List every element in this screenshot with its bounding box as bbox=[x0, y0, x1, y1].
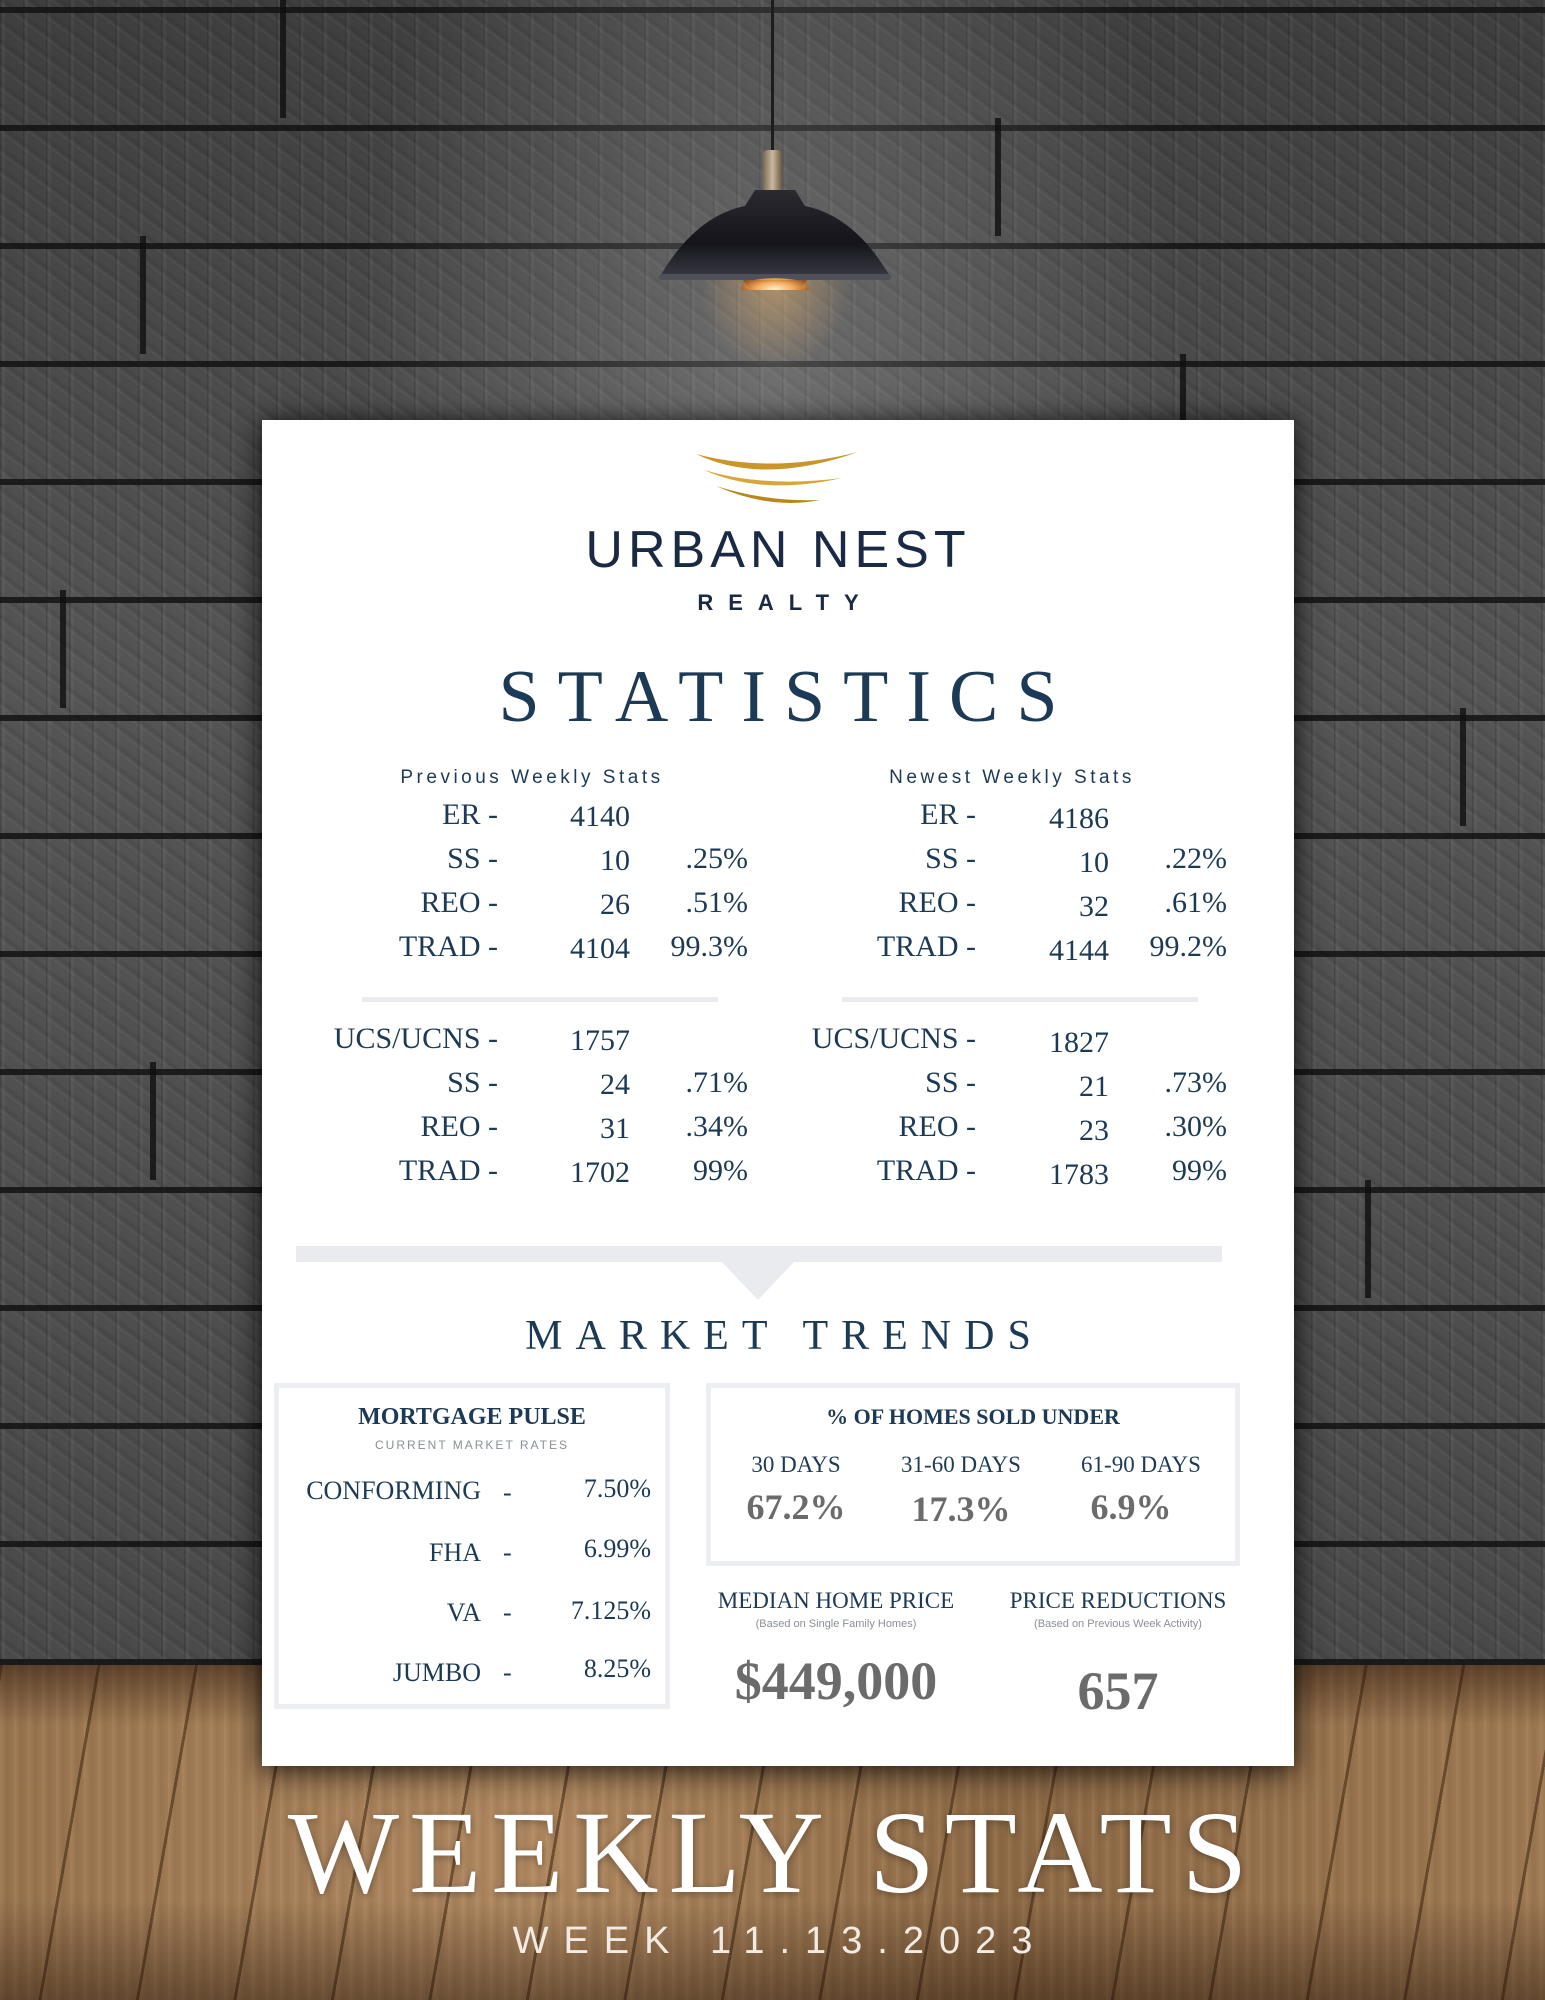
stat-label: UCS/UCNS - bbox=[811, 1022, 976, 1055]
stat-label: TRAD - bbox=[876, 930, 976, 963]
stat-label: REO - bbox=[420, 886, 498, 919]
stat-count: 10 bbox=[600, 844, 630, 877]
brand-subtitle: REALTY bbox=[697, 590, 874, 615]
rate-dash: - bbox=[503, 1598, 512, 1627]
week-date: WEEK 11.13.2023 bbox=[512, 1920, 1048, 1962]
stone-seam bbox=[1460, 708, 1466, 826]
rate-label: CONFORMING bbox=[306, 1476, 481, 1505]
median-home-price-label: MEDIAN HOME PRICE bbox=[717, 1588, 955, 1613]
brand-swoosh-logo-icon bbox=[692, 440, 862, 512]
stat-percent: .73% bbox=[1164, 1066, 1227, 1099]
stat-count: 32 bbox=[1079, 890, 1109, 923]
stat-percent: .61% bbox=[1164, 886, 1227, 919]
mortgage-pulse-subtitle: CURRENT MARKET RATES bbox=[374, 1438, 570, 1452]
stat-count: 21 bbox=[1079, 1070, 1109, 1103]
rate-value: 8.25% bbox=[583, 1654, 651, 1683]
previous-stats-heading: Previous Weekly Stats bbox=[400, 767, 664, 788]
rate-dash: - bbox=[503, 1658, 512, 1687]
mortgage-pulse-title: MORTGAGE PULSE bbox=[358, 1404, 586, 1430]
rate-dash: - bbox=[503, 1478, 512, 1507]
stat-label: TRAD - bbox=[398, 930, 498, 963]
mortgage-pulse-box bbox=[274, 1383, 670, 1709]
stat-label: ER - bbox=[442, 798, 498, 831]
statistics-title: STATISTICS bbox=[498, 656, 1076, 738]
stat-label: REO - bbox=[898, 1110, 976, 1143]
stat-percent: .71% bbox=[685, 1066, 748, 1099]
weekly-stats-title: WEEKLY STATS bbox=[287, 1787, 1258, 1918]
stat-percent: 99% bbox=[1172, 1154, 1227, 1187]
newest-stats-heading: Newest Weekly Stats bbox=[889, 767, 1135, 788]
stat-label: UCS/UCNS - bbox=[333, 1022, 498, 1055]
stat-count: 26 bbox=[600, 888, 630, 921]
brand-name: URBAN NEST bbox=[585, 521, 971, 579]
period-label: 61-90 DAYS bbox=[1081, 1452, 1201, 1477]
stone-seam bbox=[140, 236, 146, 354]
homes-sold-under-box bbox=[706, 1383, 1240, 1566]
market-trends-title: MARKET TRENDS bbox=[525, 1313, 1044, 1359]
stat-count: 4144 bbox=[1049, 934, 1109, 967]
stone-seam bbox=[280, 0, 286, 118]
stone-seam bbox=[995, 118, 1001, 236]
rate-value: 7.125% bbox=[570, 1596, 651, 1625]
homes-sold-under-title: % OF HOMES SOLD UNDER bbox=[826, 1404, 1120, 1429]
stat-percent: .30% bbox=[1164, 1110, 1227, 1143]
stat-label: REO - bbox=[898, 886, 976, 919]
rate-label: FHA bbox=[428, 1538, 481, 1567]
stat-percent: .34% bbox=[685, 1110, 748, 1143]
period-value: 17.3% bbox=[911, 1489, 1011, 1529]
rate-dash: - bbox=[503, 1538, 512, 1567]
stat-percent: 99.2% bbox=[1149, 930, 1227, 963]
stat-count: 4104 bbox=[570, 932, 630, 965]
stat-label: TRAD - bbox=[398, 1154, 498, 1187]
stat-label: REO - bbox=[420, 1110, 498, 1143]
stat-count: 31 bbox=[600, 1112, 630, 1145]
stat-label: SS - bbox=[447, 1066, 498, 1099]
band-notch bbox=[722, 1262, 794, 1300]
stat-percent: .51% bbox=[685, 886, 748, 919]
rate-label: VA bbox=[446, 1598, 481, 1627]
stat-count: 1827 bbox=[1049, 1026, 1109, 1059]
period-value: 67.2% bbox=[746, 1487, 846, 1527]
price-reductions-label: PRICE REDUCTIONS bbox=[1009, 1588, 1227, 1613]
stat-count: 10 bbox=[1079, 846, 1109, 879]
median-home-price-value: $449,000 bbox=[734, 1651, 938, 1711]
stat-count: 4186 bbox=[1049, 802, 1109, 835]
stat-label: ER - bbox=[920, 798, 976, 831]
stat-count: 1757 bbox=[570, 1024, 630, 1057]
stat-count: 1783 bbox=[1049, 1158, 1109, 1191]
stat-label: TRAD - bbox=[876, 1154, 976, 1187]
price-reductions-value: 657 bbox=[1077, 1661, 1159, 1721]
stone-seam bbox=[60, 590, 66, 708]
section-band bbox=[296, 1246, 1222, 1262]
stat-label: SS - bbox=[925, 1066, 976, 1099]
stone-seam bbox=[150, 1062, 156, 1180]
stat-count: 24 bbox=[600, 1068, 630, 1101]
lamp-cord bbox=[771, 0, 774, 165]
rate-value: 6.99% bbox=[583, 1534, 651, 1563]
median-home-price-note: (Based on Single Family Homes) bbox=[755, 1618, 917, 1630]
section-divider bbox=[842, 997, 1198, 1002]
stat-count: 1702 bbox=[570, 1156, 630, 1189]
stat-label: SS - bbox=[447, 842, 498, 875]
period-value: 6.9% bbox=[1090, 1487, 1172, 1527]
stat-label: SS - bbox=[925, 842, 976, 875]
rate-label: JUMBO bbox=[392, 1658, 481, 1687]
section-divider bbox=[362, 997, 718, 1002]
rate-value: 7.50% bbox=[583, 1474, 651, 1503]
stat-percent: 99% bbox=[693, 1154, 748, 1187]
stat-count: 4140 bbox=[570, 800, 630, 833]
pendant-lamp-icon bbox=[655, 186, 895, 290]
stat-percent: .22% bbox=[1164, 842, 1227, 875]
stats-poster bbox=[262, 420, 1294, 1766]
stat-count: 23 bbox=[1079, 1114, 1109, 1147]
stat-percent: .25% bbox=[685, 842, 748, 875]
price-reductions-note: (Based on Previous Week Activity) bbox=[1034, 1618, 1202, 1630]
period-label: 30 DAYS bbox=[751, 1452, 841, 1477]
stat-percent: 99.3% bbox=[670, 930, 748, 963]
period-label: 31-60 DAYS bbox=[901, 1452, 1021, 1477]
stone-seam bbox=[1365, 1180, 1371, 1298]
